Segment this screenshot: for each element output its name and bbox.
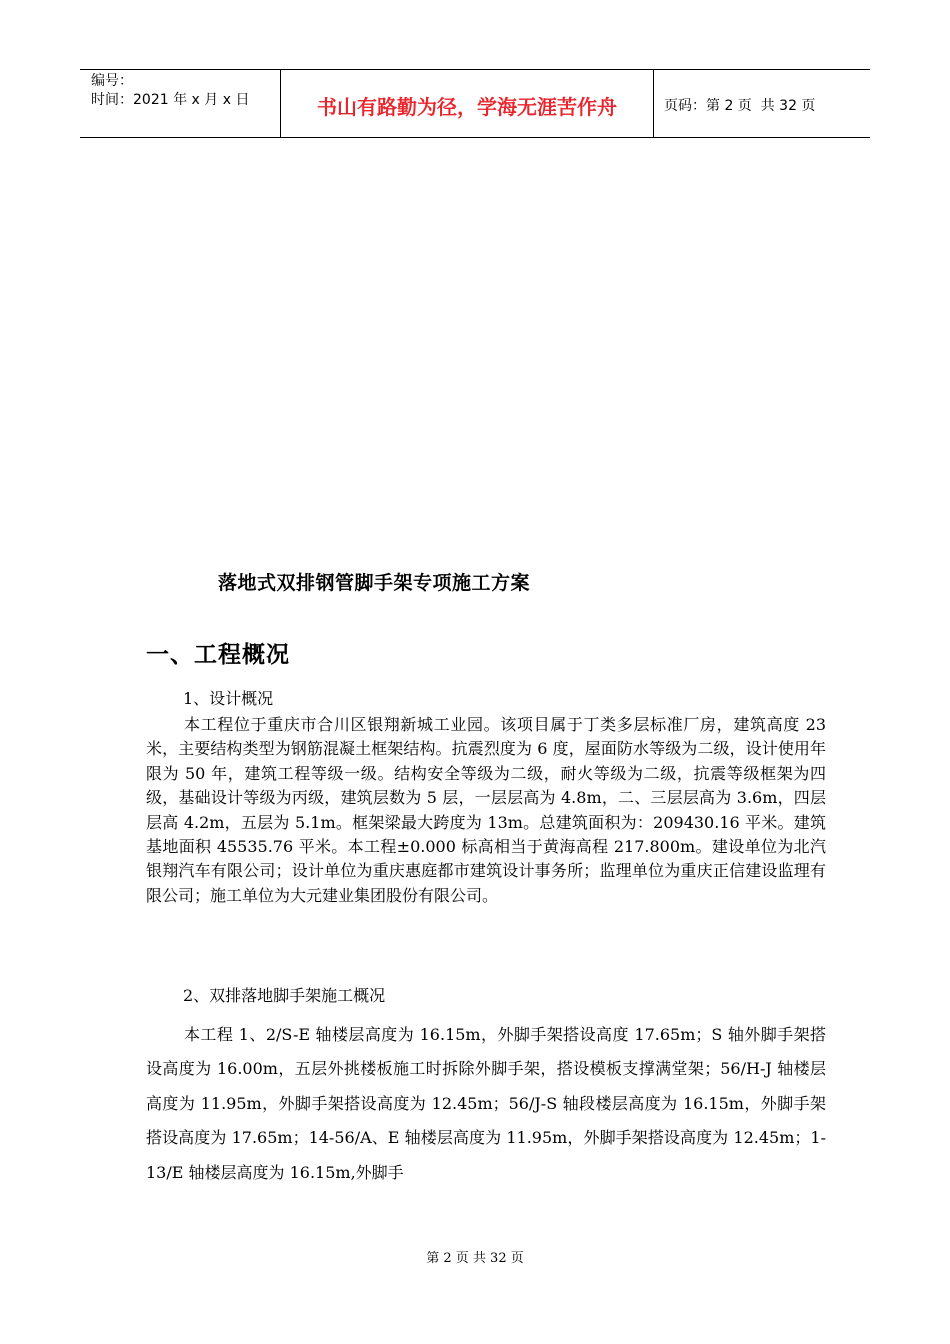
subsection-design-overview: 1、设计概况 <box>183 689 274 708</box>
header-meta-cell <box>80 70 281 137</box>
paragraph-design-overview: 本工程位于重庆市合川区银翔新城工业园。该项目属于丁类多层标准厂房，建筑高度 23 米，主要结构类型为钢筋混凝土框架结构。抗震烈度为 6 度，屋面防水等级为二级，设计使用年限为 50 年，建筑工程等级一级。结构安全等级为二级，耐火等级为二级，抗震等级框架为四级，基础设计等级为丙级，建筑层数为 5 层，一层层高为 4.8m，二、三层层高为 3.6m，四层层高 4.2m，五层为 5.1m。框架梁最大跨度为 13m。总建筑面积为：209430.16 平米。建筑基地面积 45535.76 平米。本工程±0.000 标高相当于黄海高程 217.800m。建设单位为北汽银翔汽车有限公司；设计单位为重庆惠庭都市建筑设计事务所；监理单位为重庆正信建设监理有限公司；施工单位为大元建业集团股份有限公司。 <box>146 715 826 905</box>
header-motto: 书山有路勤为径，学海无涯苦作舟 <box>281 70 654 137</box>
section-heading-overview: 一、工程概况 <box>146 642 290 668</box>
header-page-info: 页码：第 2 页 共 32 页 <box>664 97 816 114</box>
page-header-table <box>80 69 870 138</box>
document-date-label: 时间：2021 年 x 月 x 日 <box>91 92 250 108</box>
document-number-label: 编号： <box>91 73 133 89</box>
page-footer: 第 2 页 共 32 页 <box>426 1251 524 1266</box>
document-title: 落地式双排钢管脚手架专项施工方案 <box>218 572 531 594</box>
subsection-scaffold-overview: 2、双排落地脚手架施工概况 <box>183 986 386 1005</box>
header-page-info-cell <box>654 70 870 137</box>
paragraph-scaffold-overview: 本工程 1、2/S-E 轴楼层高度为 16.15m，外脚手架搭设高度 17.65m；S 轴外脚手架搭设高度为 16.00m，五层外挑楼板施工时拆除外脚手架，搭设模板支撑满堂架；56/H-J 轴楼层高度为 11.95m，外脚手架搭设高度为 12.45m；56/J-S 轴段楼层高度为 16.15m，外脚手架搭设高度为 17.65m；14-56/A、E 轴楼层高度为 11.95m，外脚手架搭设高度为 12.45m；1-13/E 轴楼层高度为 16.15m,外脚手 <box>146 1025 826 1182</box>
